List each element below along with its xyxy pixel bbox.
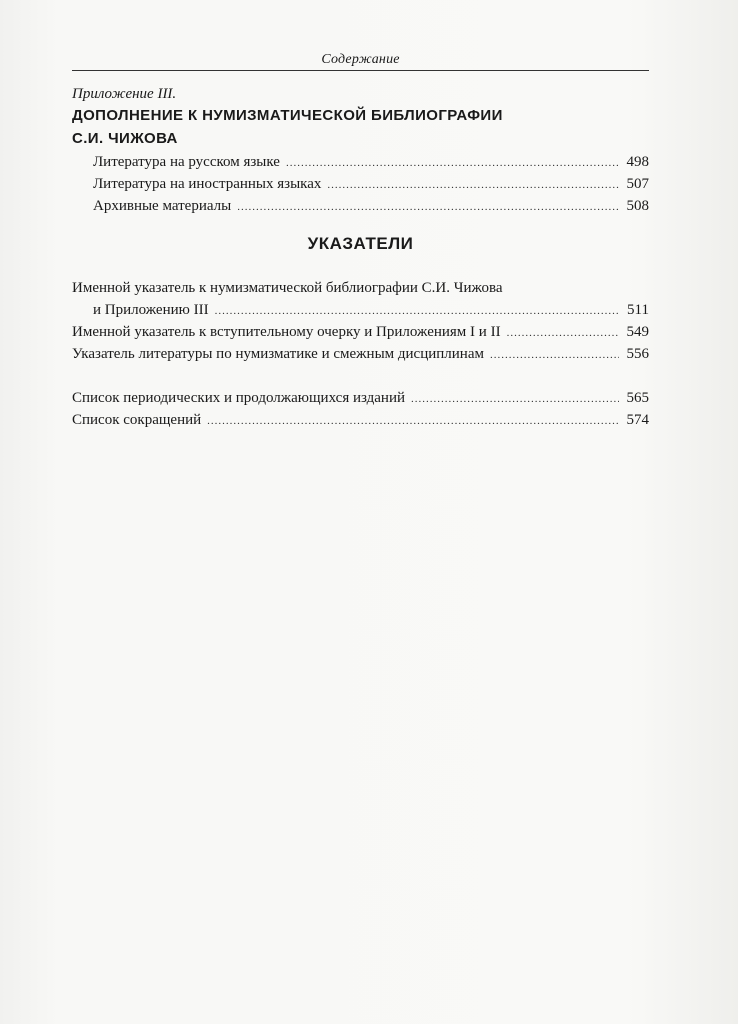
dot-leader	[327, 176, 619, 194]
toc-entry-label: Список периодических и продолжающихся изданий	[72, 390, 406, 406]
dot-leader	[237, 198, 619, 216]
dot-leader	[507, 324, 619, 342]
toc-entry-label: Литература на русском языке	[93, 154, 280, 170]
appendix-label: Приложение III.	[72, 86, 177, 102]
toc-entry-page: 511	[627, 302, 649, 318]
dot-leader	[207, 412, 619, 430]
toc-entry-page: 574	[626, 412, 649, 428]
toc-entry-page: 507	[626, 176, 649, 192]
toc-entry-label: Именной указатель к вступительному очерку и Приложениям I и II	[72, 324, 501, 340]
section-heading-indexes: УКАЗАТЕЛИ	[307, 234, 414, 253]
toc-entry-name-index-line-1: Именной указатель к нумизматической библиографии С.И. Чижова	[72, 280, 503, 296]
toc-entry-label: Литература на иностранных языках	[93, 176, 322, 192]
running-head: Содержание	[321, 52, 400, 67]
toc-entry-label: Список сокращений	[72, 412, 202, 428]
toc-entry-label: и Приложению III	[93, 302, 209, 318]
toc-entry-periodicals	[72, 389, 649, 408]
toc-entry-russian-literature	[93, 153, 649, 172]
toc-entry-page: 549	[626, 324, 649, 340]
appendix-title-line-1: ДОПОЛНЕНИЕ К НУМИЗМАТИЧЕСКОЙ БИБЛИОГРАФИИ	[72, 107, 503, 124]
toc-entry-label: Указатель литературы по нумизматике и смежным дисциплинам	[72, 346, 484, 362]
toc-entry-page: 498	[626, 154, 649, 170]
toc-entry-essay-index	[72, 323, 649, 342]
appendix-title-line-2: С.И. ЧИЖОВА	[72, 130, 178, 147]
dot-leader	[215, 302, 619, 320]
toc-entry-abbreviations	[72, 411, 649, 430]
header-rule	[72, 70, 649, 71]
toc-entry-literature-index	[72, 345, 649, 364]
toc-entry-archive-materials	[93, 197, 649, 216]
dot-leader	[411, 390, 619, 408]
toc-entry-page: 556	[626, 346, 649, 362]
toc-entry-page: 508	[626, 198, 649, 214]
toc-entry-label: Архивные материалы	[93, 198, 232, 214]
toc-entry-page: 565	[626, 390, 649, 406]
toc-entry-foreign-literature	[93, 175, 649, 194]
toc-entry-name-index	[93, 301, 649, 320]
dot-leader	[286, 154, 619, 172]
dot-leader	[490, 346, 619, 364]
